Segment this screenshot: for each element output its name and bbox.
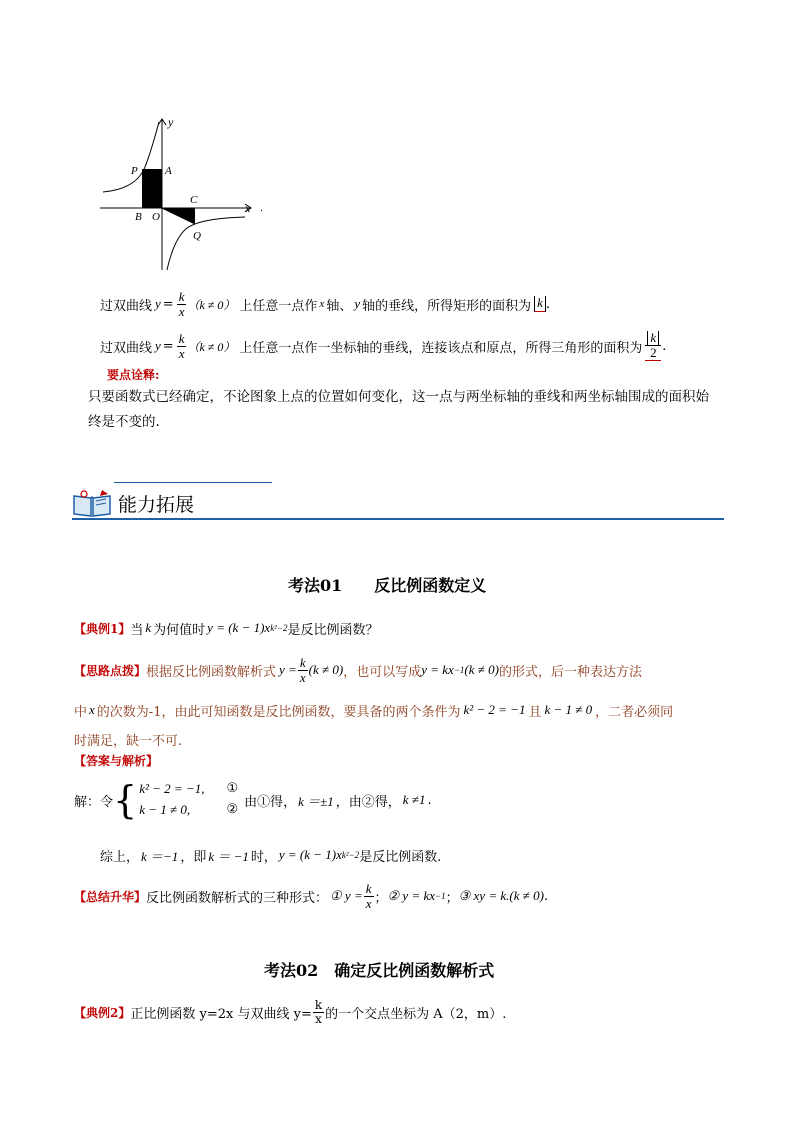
fraction-k-over-x: $\frac{k}{x}$: [178, 330, 185, 361]
label-A: A: [165, 165, 172, 177]
book-icon: [72, 488, 112, 518]
graph-dot: .: [260, 203, 264, 214]
rectangle-PABO: [142, 169, 162, 208]
triangle-area-statement: 过双曲线 y = $\frac{k}{x}$ （k ≠ 0） 上任意一点作一坐标轴的垂线，连接该点和原点，所得三角形的面积为 $\frac{k}{2}$ .: [100, 330, 667, 361]
label-Q: Q: [193, 230, 201, 242]
hint-line1: 【思路点拨】 根据反比例函数解析式 y = $\frac{k}{x}$ (k ≠ 0) ，也可以写成 y = kx −1 (k ≠ 0) 的形式，后一种表达方法: [74, 654, 642, 685]
solution-conclusion: 综上， k ＝−1 ，即 k ＝ −1 时， y = (k − 1)x k²−2 是反比例函数.: [100, 847, 442, 865]
keypoint-label: 要点诠释:: [107, 368, 160, 382]
label-P: P: [131, 165, 138, 177]
hyperbola-graph: [95, 112, 270, 274]
abs-k: k: [534, 296, 546, 311]
section-title: 能力拓展: [118, 494, 195, 516]
fraction-k-over-x: $\frac{k}{x}$: [178, 288, 185, 319]
fraction-k-over-x: $\frac{k}{x}$: [365, 880, 372, 911]
header-top-line: [114, 482, 272, 483]
fraction-abs-k-over-2: $\frac{k}{2}$: [645, 331, 661, 361]
fraction-k-over-x: $\frac{k}{x}$: [314, 997, 323, 1026]
example1: 【典例1】 当 k 为何值时 y = (k − 1)x k²−2 是反比例函数？: [74, 620, 379, 638]
summary-forms: 【总结升华】 反比例函数解析式的三种形式： ① y = $\frac{k}{x}$ ； ② y = kx −1 ； ③ xy = k.(k ≠ 0) .: [74, 880, 549, 911]
left-brace: {: [113, 778, 138, 822]
keypoint-text-line1: 只要函数式已经确定，不论图象上点的位置如何变化，这一点与两坐标轴的垂线和两坐标轴围成的面积始: [88, 389, 709, 405]
method2-title: 考法02 确定反比例函数解析式: [264, 961, 495, 980]
rectangle-area-statement: 过双曲线 y = $\frac{k}{x}$ （k ≠ 0） 上任意一点作 x 轴、 y 轴的垂线，所得矩形的面积为 k .: [100, 288, 551, 319]
solution-system: 解：令 { k² − 2 = −1, k − 1 ≠ 0, ① ② 由①得， k ＝±1 ，由②得， k ≠1 .: [74, 778, 432, 822]
example2: 【典例2】 正比例函数 y=2x 与双曲线 y= $\frac{k}{x}$ 的一个交点坐标为 A（2，m）.: [74, 997, 507, 1026]
section-header: [72, 482, 724, 522]
fraction-k-over-x: $\frac{k}{x}$: [299, 654, 306, 685]
label-O: O: [152, 211, 160, 223]
label-x: x: [245, 201, 251, 215]
answer-label: 【答案与解析】: [74, 754, 159, 768]
label-y: y: [168, 115, 174, 129]
hyperbola-branch-lower-right: [167, 217, 245, 270]
method1-title: 考法01 反比例函数定义: [288, 576, 487, 595]
hint-line2: 中 x 的次数为-1，由此可知函数是反比例函数，要具备的两个条件为 k² − 2 = −1 且 k − 1 ≠ 0 ，二者必须同: [74, 702, 674, 720]
header-bottom-line: [72, 518, 724, 520]
label-B: B: [135, 211, 142, 223]
hint-line3: 时满足，缺一不可.: [74, 734, 183, 749]
label-C: C: [190, 194, 198, 206]
keypoint-text-line2: 终是不变的.: [88, 414, 160, 430]
